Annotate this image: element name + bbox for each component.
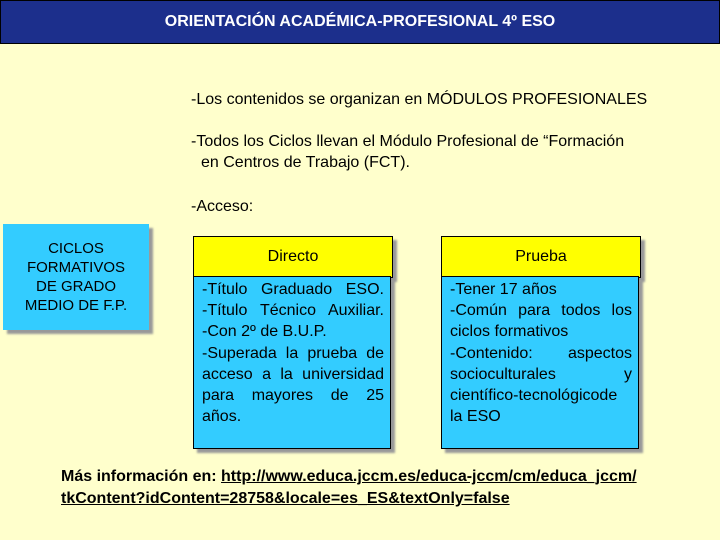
- directo-line: -Título Técnico Auxiliar.: [202, 302, 384, 320]
- prueba-line: -Común para todos los: [450, 302, 632, 320]
- directo-line: acceso a la universidad: [202, 365, 384, 383]
- directo-line: años.: [202, 408, 242, 426]
- more-info-label: Más información en:: [61, 468, 222, 485]
- more-info: [61, 466, 681, 510]
- ciclos-box: [3, 224, 149, 330]
- directo-heading: Directo: [193, 236, 393, 278]
- bullet-fct-line-2: en Centros de Trabajo (FCT).: [201, 154, 410, 171]
- directo-line: -Superada la prueba de: [202, 344, 384, 362]
- directo-line: para mayores de 25: [202, 387, 384, 405]
- directo-line: -Título Graduado ESO.: [202, 281, 384, 298]
- bullet-modulos: -Los contenidos se organizan en MÓDULOS PROFESIONALES: [191, 91, 648, 108]
- ciclos-line: CICLOS: [48, 240, 104, 257]
- ciclos-box-text: [6, 239, 146, 315]
- prueba-line: -Tener 17 años: [450, 281, 557, 298]
- prueba-line: ciclos formativos: [450, 323, 569, 341]
- ciclos-line: DE GRADO: [35, 278, 116, 295]
- ciclos-line: MEDIO DE F.P.: [24, 297, 128, 314]
- prueba-line: socioculturales y: [450, 365, 632, 383]
- prueba-line: la ESO: [450, 408, 501, 426]
- directo-line: -Con 2º de B.U.P.: [202, 323, 327, 341]
- page-title: ORIENTACIÓN ACADÉMICA-PROFESIONAL 4º ESO: [164, 13, 556, 30]
- more-info-link-line-1[interactable]: http://www.educa.jccm.es/educa-jccm/cm/educa_jccm/: [221, 468, 637, 485]
- prueba-body: [441, 276, 639, 449]
- prueba-heading: Prueba: [441, 236, 641, 278]
- ciclos-line: FORMATIVOS: [26, 259, 126, 276]
- bullet-acceso: -Acceso:: [191, 198, 254, 215]
- title-bar: [0, 0, 720, 44]
- bullet-fct-line-1: -Todos los Ciclos llevan el Módulo Profesional de “Formación: [191, 133, 625, 150]
- prueba-line: científico-tecnológicode: [450, 387, 618, 405]
- prueba-line: -Contenido: aspectos: [450, 344, 632, 362]
- more-info-link-line-2[interactable]: tkContent?idContent=28758&locale=es_ES&textOnly=false: [61, 490, 510, 507]
- bullet-fct: [191, 131, 624, 173]
- directo-body: [193, 276, 391, 449]
